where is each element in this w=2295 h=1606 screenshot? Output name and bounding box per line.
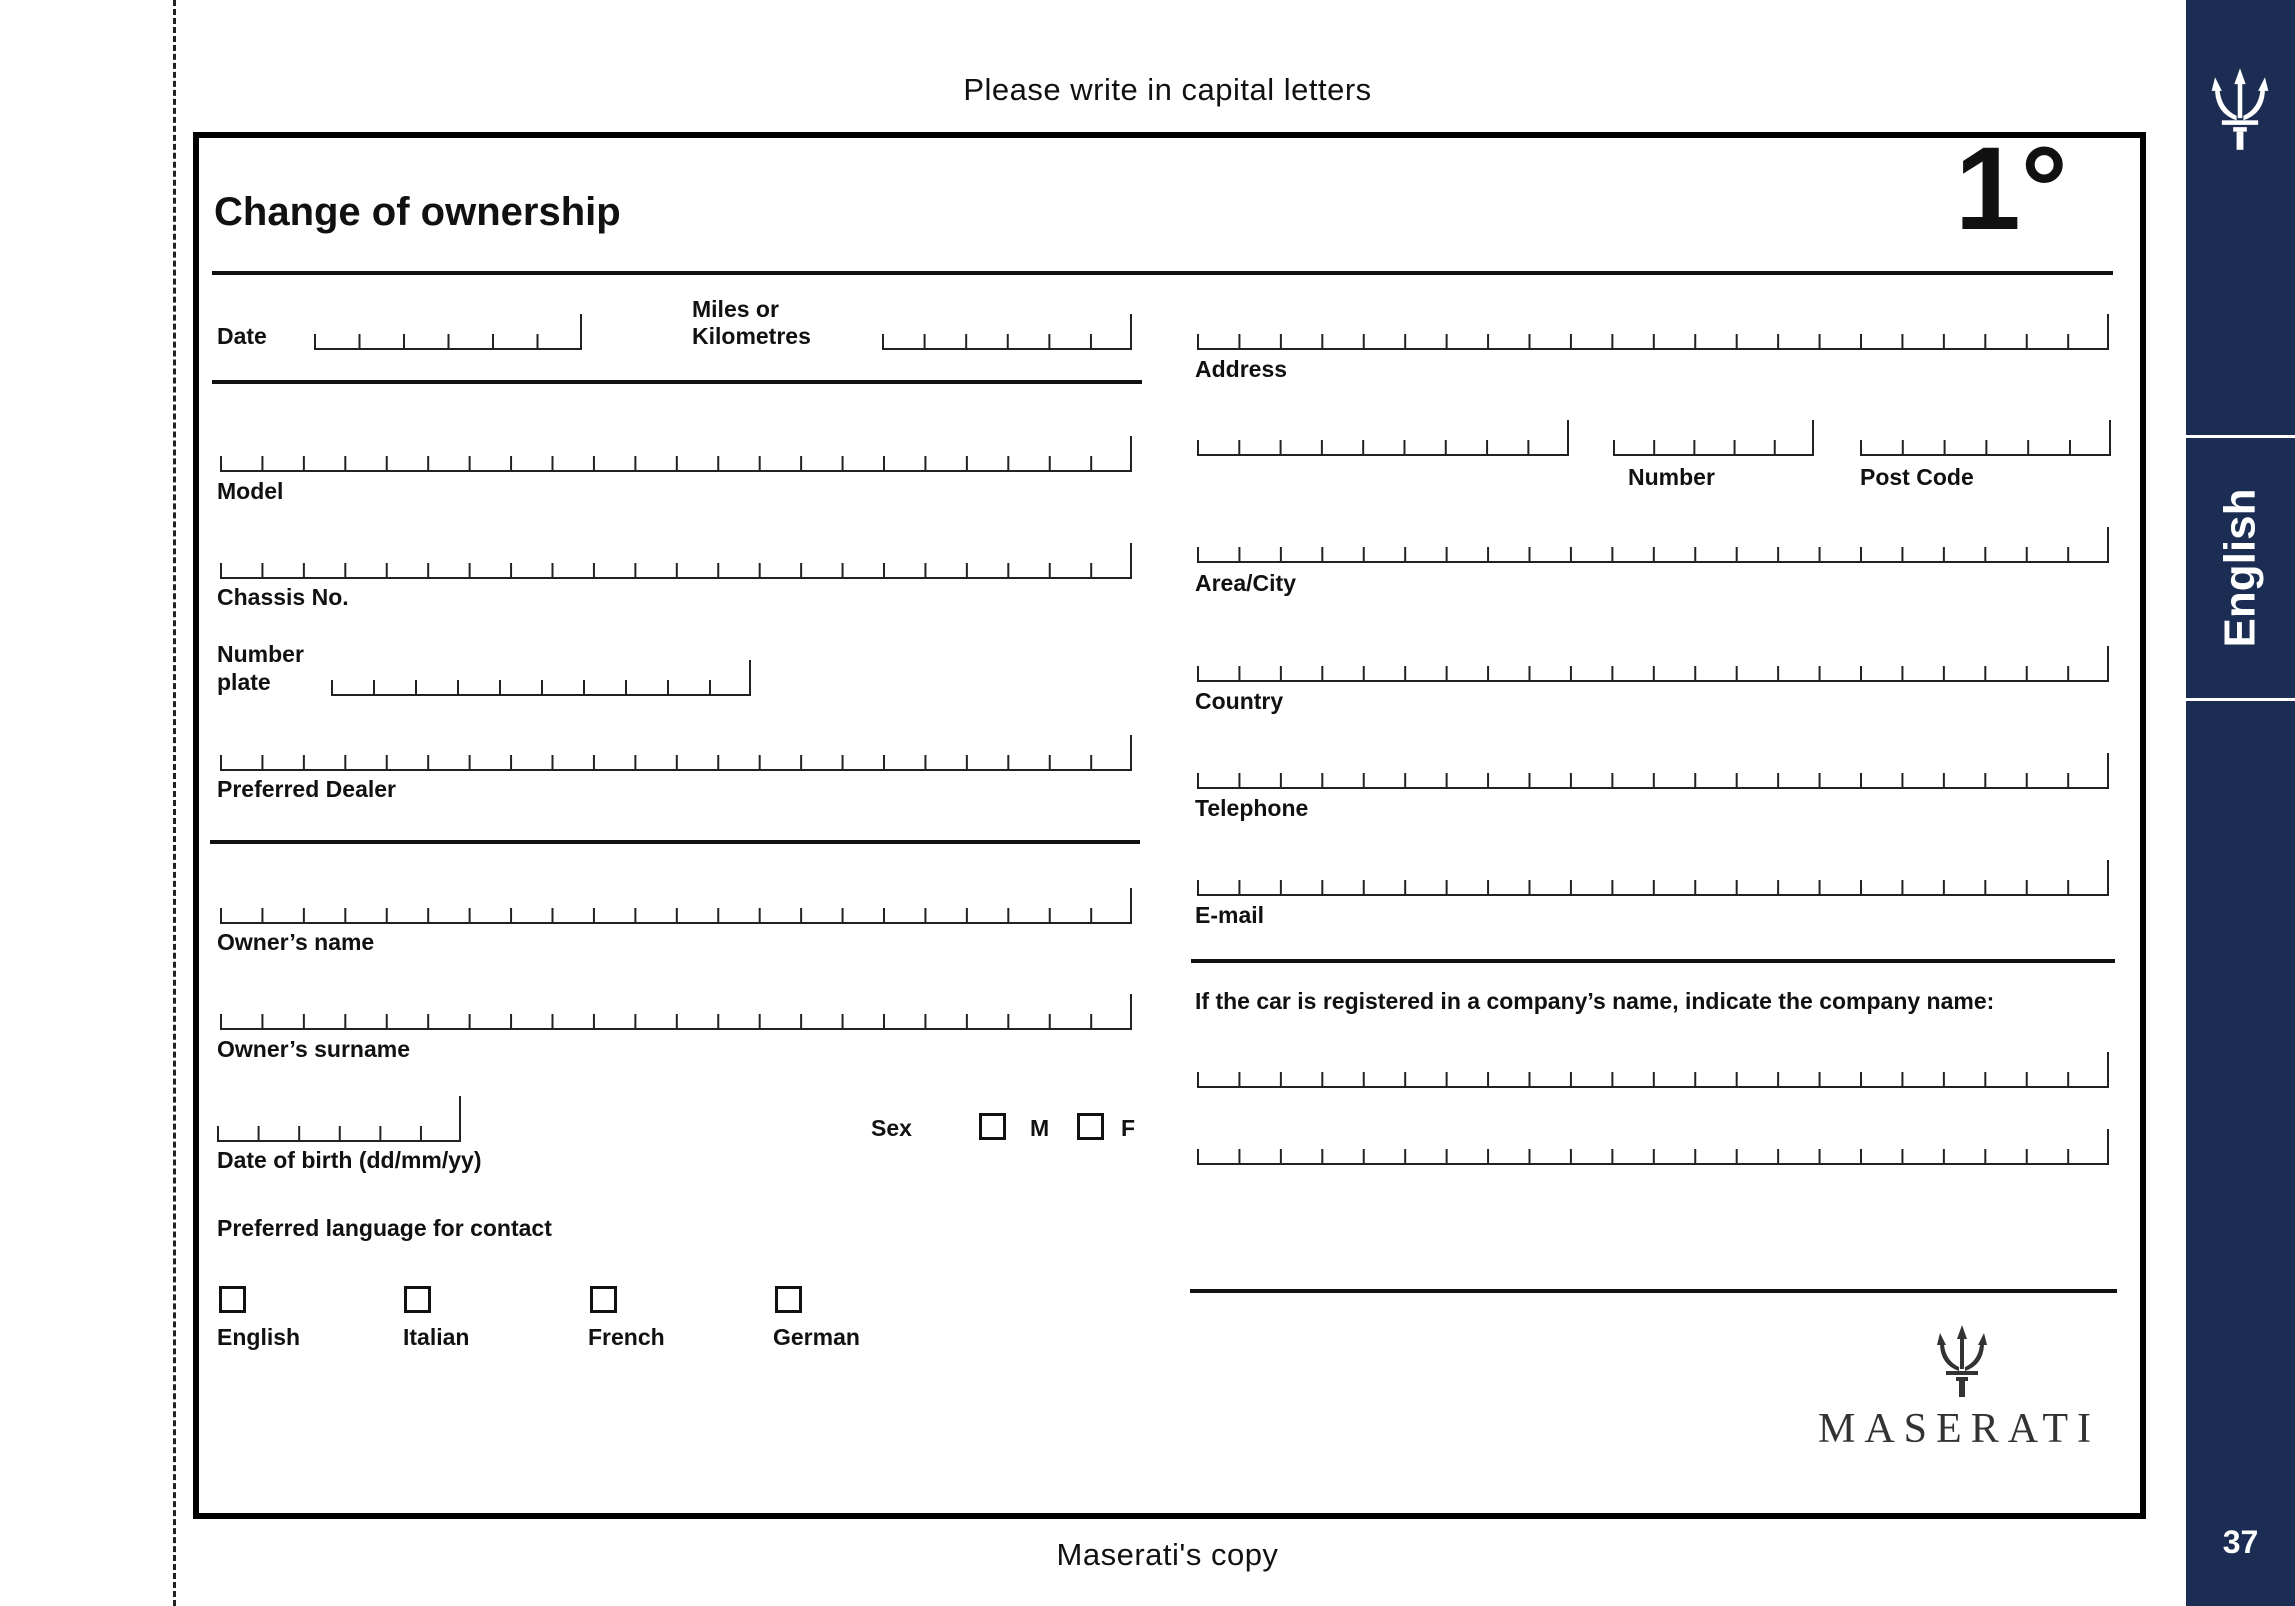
plate-field[interactable] [331, 660, 751, 696]
owner-name-field[interactable] [220, 888, 1132, 924]
house-number-field[interactable] [1613, 420, 1814, 456]
model-field[interactable] [220, 436, 1132, 472]
country-label: Country [1195, 688, 1284, 714]
dob-label: Date of birth (dd/mm/yy) [217, 1147, 482, 1173]
city-label: Area/City [1195, 570, 1296, 596]
instruction-text: Please write in capital letters [963, 72, 1372, 107]
language-tab-label: English [2215, 488, 2265, 648]
trident-icon [2206, 64, 2274, 154]
telephone-field[interactable] [1197, 753, 2109, 789]
miles-field[interactable] [882, 314, 1132, 350]
right-divider-2 [1190, 1289, 2117, 1293]
miles-label-line1: Miles or [692, 296, 779, 322]
owner-name-label: Owner’s name [217, 929, 375, 955]
page-number: 37 [2222, 1524, 2259, 1560]
plate-label-line2: plate [217, 669, 271, 695]
footer-copy-text: Maserati's copy [1056, 1537, 1279, 1572]
cut-line [173, 0, 176, 1606]
plate-label-line1: Number [217, 641, 304, 667]
right-divider-1 [1191, 959, 2115, 963]
email-label: E-mail [1195, 902, 1265, 928]
company-name-field-2[interactable] [1197, 1129, 2109, 1165]
trident-icon [1932, 1325, 1992, 1397]
copy-number: 1° [1955, 123, 2068, 255]
language-french-label: French [588, 1324, 665, 1350]
date-label: Date [217, 323, 267, 349]
house-number-label: Number [1628, 464, 1715, 490]
dob-field[interactable] [217, 1096, 461, 1142]
sex-f-checkbox[interactable] [1077, 1113, 1104, 1140]
sidebar [2186, 0, 2295, 1606]
language-heading: Preferred language for contact [217, 1215, 552, 1241]
city-field[interactable] [1197, 527, 2109, 563]
left-divider-1 [212, 380, 1142, 384]
company-name-field-1[interactable] [1197, 1052, 2109, 1088]
sex-label: Sex [871, 1115, 912, 1141]
address-field[interactable] [1197, 314, 2109, 350]
left-divider-2 [210, 840, 1140, 844]
title-divider [212, 271, 2113, 275]
sex-m-label: M [1030, 1115, 1050, 1141]
language-german-checkbox[interactable] [775, 1286, 802, 1313]
email-field[interactable] [1197, 860, 2109, 896]
sex-m-checkbox[interactable] [979, 1113, 1006, 1140]
language-english-checkbox[interactable] [219, 1286, 246, 1313]
language-french-checkbox[interactable] [590, 1286, 617, 1313]
language-english-label: English [217, 1324, 301, 1350]
dealer-label: Preferred Dealer [217, 776, 396, 802]
form-title: Change of ownership [214, 190, 621, 234]
telephone-label: Telephone [1195, 795, 1309, 821]
postcode-label: Post Code [1860, 464, 1974, 490]
model-label: Model [217, 478, 284, 504]
date-field[interactable] [314, 314, 582, 350]
brand-wordmark: MASERATI [1818, 1406, 2101, 1452]
address-label: Address [1195, 356, 1288, 382]
dealer-field[interactable] [220, 735, 1132, 771]
language-italian-checkbox[interactable] [404, 1286, 431, 1313]
country-field[interactable] [1197, 646, 2109, 682]
chassis-field[interactable] [220, 543, 1132, 579]
chassis-label: Chassis No. [217, 584, 349, 610]
language-italian-label: Italian [403, 1324, 470, 1350]
company-note: If the car is registered in a company’s name, indicate the company name: [1195, 988, 1995, 1014]
owner-surname-label: Owner’s surname [217, 1036, 411, 1062]
miles-label-line2: Kilometres [692, 323, 811, 349]
language-german-label: German [773, 1324, 860, 1350]
sex-f-label: F [1121, 1115, 1136, 1141]
language-tab[interactable] [2186, 437, 2295, 699]
owner-surname-field[interactable] [220, 994, 1132, 1030]
address-line2-field[interactable] [1197, 420, 1569, 456]
postcode-field[interactable] [1860, 420, 2111, 456]
